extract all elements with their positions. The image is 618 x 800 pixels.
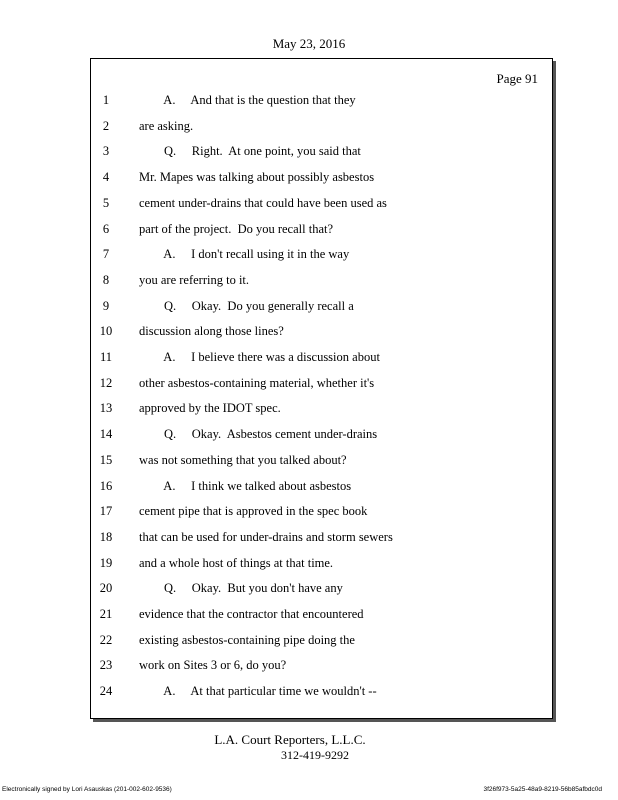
- transcript-line: [0, 170, 618, 188]
- line-text: Q. Okay. Do you generally recall a: [139, 298, 354, 313]
- line-number: 20: [99, 581, 113, 596]
- line-text: A. I believe there was a discussion about: [139, 350, 380, 364]
- line-text: and a whole host of things at that time.: [139, 555, 334, 570]
- line-text: approved by the IDOT spec.: [139, 401, 281, 416]
- line-number: 6: [102, 221, 110, 236]
- line-number: 22: [99, 632, 113, 647]
- transcript-line: [0, 222, 618, 240]
- line-text: Mr. Mapes was talking about possibly asbestos: [139, 170, 375, 185]
- transcript-line: [0, 93, 618, 111]
- line-text: A. I don't recall using it in the way: [139, 247, 350, 262]
- transcript-line: [0, 350, 618, 368]
- line-number: 21: [99, 607, 113, 621]
- transcript-line: [0, 324, 618, 342]
- transcript-line: [0, 299, 618, 317]
- line-number: 9: [102, 298, 110, 313]
- transcript-line: [0, 247, 618, 265]
- line-text: Q. Okay. But you don't have any: [139, 581, 343, 596]
- line-text: Q. Right. At one point, you said that: [139, 144, 361, 159]
- line-number: 2: [102, 118, 110, 133]
- line-number: 17: [99, 504, 113, 519]
- line-number: 4: [102, 170, 110, 185]
- line-text: existing asbestos-containing pipe doing the: [139, 632, 355, 647]
- line-number: 8: [102, 272, 110, 287]
- line-text: you are referring to it.: [139, 272, 250, 287]
- line-text: A. At that particular time we wouldn't --: [139, 684, 377, 699]
- line-number: 16: [99, 478, 113, 493]
- line-number: 3: [102, 144, 110, 159]
- line-number: 7: [102, 247, 110, 262]
- line-number: 19: [99, 555, 113, 570]
- line-number: 24: [99, 684, 113, 699]
- transcript-line: [0, 633, 618, 651]
- line-text: evidence that the contractor that encountered: [139, 607, 364, 621]
- electronic-signature: Electronically signed by Lori Asauskas (201-002-602-9536): [2, 786, 172, 793]
- line-text: Q. Okay. Asbestos cement under-drains: [139, 427, 378, 442]
- line-text: are asking.: [139, 118, 194, 133]
- transcript-line: [0, 607, 618, 625]
- transcript-line: [0, 479, 618, 497]
- line-number: 13: [99, 401, 113, 416]
- line-text: cement pipe that is approved in the spec book: [139, 504, 368, 519]
- line-text: discussion along those lines?: [139, 324, 284, 339]
- line-text: part of the project. Do you recall that?: [139, 221, 334, 236]
- line-number: 15: [99, 452, 113, 467]
- transcript-line: [0, 581, 618, 599]
- transcript-line: [0, 453, 618, 471]
- transcript-line: [0, 658, 618, 676]
- transcript-line: [0, 196, 618, 214]
- header-date: May 23, 2016: [272, 36, 346, 51]
- line-number: 12: [99, 375, 113, 390]
- line-text: that can be used for under-drains and storm sewers: [139, 529, 393, 544]
- line-number: 23: [99, 658, 113, 673]
- line-number: 1: [102, 93, 110, 107]
- line-number: 18: [99, 529, 113, 544]
- transcript-line: [0, 401, 618, 419]
- transcript-line: [0, 119, 618, 137]
- line-number: 10: [99, 324, 113, 339]
- transcript-line: [0, 427, 618, 445]
- transcript-line: [0, 530, 618, 548]
- transcript-line: [0, 684, 618, 702]
- transcript-line: [0, 376, 618, 394]
- line-number: 5: [102, 195, 110, 210]
- document-id: 3f26f973-5a25-48a9-8219-56b85afbdc0d: [483, 786, 602, 793]
- line-number: 11: [99, 350, 113, 364]
- line-text: cement under-drains that could have been used as: [139, 195, 387, 210]
- transcript-line: [0, 504, 618, 522]
- footer-phone: 312-419-9292: [281, 748, 349, 762]
- transcript-line: [0, 556, 618, 574]
- line-text: work on Sites 3 or 6, do you?: [139, 658, 287, 673]
- page-number: Page 91: [496, 71, 538, 86]
- footer-company: L.A. Court Reporters, L.L.C.: [214, 732, 366, 747]
- line-text: was not something that you talked about?: [139, 452, 347, 467]
- transcript-line: [0, 273, 618, 291]
- transcript-line: [0, 144, 618, 162]
- line-text: A. And that is the question that they: [139, 93, 356, 107]
- line-text: other asbestos-containing material, whether it's: [139, 375, 375, 390]
- line-text: A. I think we talked about asbestos: [139, 478, 352, 493]
- line-number: 14: [99, 427, 113, 442]
